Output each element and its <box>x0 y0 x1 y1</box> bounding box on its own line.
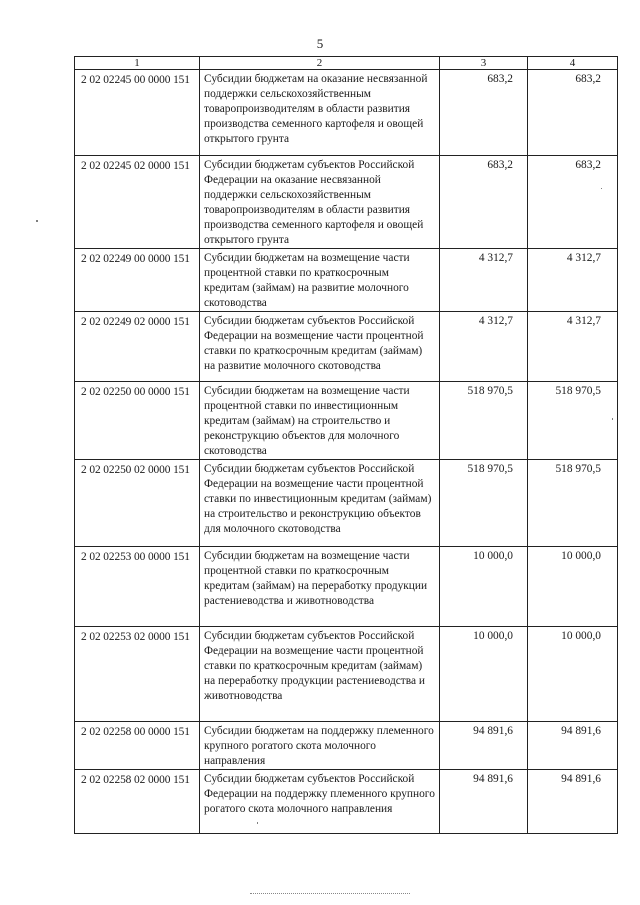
budget-code-cell: 2 02 02250 00 0000 151 <box>75 382 200 460</box>
subsidy-name-cell: Субсидии бюджетам субъектов Российской Федерации на возмещение части процентной ставки по краткосрочным кредитам (займам) на развитие молочного скотоводства <box>200 312 440 382</box>
budget-code-cell: 2 02 02245 02 0000 151 <box>75 156 200 249</box>
subsidy-name-cell: Субсидии бюджетам субъектов Российской Федерации на оказание несвязанной поддержки сельскохозяйственным товаропроизводителям в области развития производства семенного картофеля и овощей открытого грунта <box>200 156 440 249</box>
amount-col4-cell: 94 891,6 <box>528 722 618 770</box>
amount-col3-cell: 4 312,7 <box>440 249 528 312</box>
budget-code-cell: 2 02 02245 00 0000 151 <box>75 70 200 156</box>
amount-col3-cell: 683,2 <box>440 70 528 156</box>
table-row <box>75 547 618 627</box>
budget-code-cell: 2 02 02249 02 0000 151 <box>75 312 200 382</box>
amount-col3-cell: 518 970,5 <box>440 460 528 547</box>
amount-col3-cell: 518 970,5 <box>440 382 528 460</box>
subsidy-name-cell: Субсидии бюджетам на возмещение части процентной ставки по краткосрочным кредитам (займам) на переработку продукции растениеводства и животноводства <box>200 547 440 627</box>
amount-col4-cell: 4 312,7 <box>528 312 618 382</box>
budget-code-cell: 2 02 02249 00 0000 151 <box>75 249 200 312</box>
subsidy-name-cell: Субсидии бюджетам на поддержку племенного крупного рогатого скота молочного направления <box>200 722 440 770</box>
table-row <box>75 722 618 770</box>
table-row <box>75 770 618 834</box>
amount-col4-cell: 4 312,7 <box>528 249 618 312</box>
amount-col4-cell: 518 970,5 <box>528 382 618 460</box>
table-row <box>75 156 618 249</box>
subsidy-name-cell: Субсидии бюджетам субъектов Российской Федерации на возмещение части процентной ставки по краткосрочным кредитам (займам) на переработку продукции растениеводства и животноводства <box>200 627 440 722</box>
subsidy-name-cell: Субсидии бюджетам на возмещение части процентной ставки по краткосрочным кредитам (займам) на развитие молочного скотоводства <box>200 249 440 312</box>
table-row <box>75 382 618 460</box>
amount-col3-cell: 94 891,6 <box>440 722 528 770</box>
amount-col4-cell: 518 970,5 <box>528 460 618 547</box>
amount-col4-cell: 10 000,0 <box>528 627 618 722</box>
amount-col4-cell: 683,2 <box>528 156 618 249</box>
page-number: 5 <box>316 36 324 51</box>
amount-col3-cell: 683,2 <box>440 156 528 249</box>
budget-code-cell: 2 02 02258 00 0000 151 <box>75 722 200 770</box>
table-row <box>75 312 618 382</box>
subsidy-name-cell: Субсидии бюджетам субъектов Российской Федерации на возмещение части процентной ставки по инвестиционным кредитам (займам) на строительство и реконструкцию объектов для молочного скотоводства <box>200 460 440 547</box>
amount-col3-cell: 94 891,6 <box>440 770 528 834</box>
budget-revenue-table <box>74 56 618 834</box>
scan-speck <box>36 220 38 222</box>
scan-edge-marks <box>250 893 410 896</box>
table-row <box>75 627 618 722</box>
amount-col3-cell: 10 000,0 <box>440 547 528 627</box>
column-header-1: 1 <box>75 57 200 70</box>
column-header-3: 3 <box>440 57 528 70</box>
amount-col4-cell: 10 000,0 <box>528 547 618 627</box>
amount-col3-cell: 10 000,0 <box>440 627 528 722</box>
budget-code-cell: 2 02 02253 02 0000 151 <box>75 627 200 722</box>
subsidy-name-cell: Субсидии бюджетам на возмещение части процентной ставки по инвестиционным кредитам (займам) на строительство и реконструкцию объектов для молочного скотоводства <box>200 382 440 460</box>
budget-code-cell: 2 02 02253 00 0000 151 <box>75 547 200 627</box>
budget-code-cell: 2 02 02258 02 0000 151 <box>75 770 200 834</box>
amount-col3-cell: 4 312,7 <box>440 312 528 382</box>
subsidy-name-cell: Субсидии бюджетам субъектов Российской Федерации на поддержку племенного крупного рогатого скота молочного направления <box>200 770 440 834</box>
subsidy-name-cell: Субсидии бюджетам на оказание несвязанной поддержки сельскохозяйственным товаропроизводителям в области развития производства семенного картофеля и овощей открытого грунта <box>200 70 440 156</box>
scan-speck <box>601 188 602 189</box>
table-header-row <box>75 57 618 70</box>
column-header-2: 2 <box>200 57 440 70</box>
table-row <box>75 460 618 547</box>
scan-speck <box>612 418 613 420</box>
scan-speck <box>257 822 258 824</box>
table-row <box>75 249 618 312</box>
table-row <box>75 70 618 156</box>
column-header-4: 4 <box>528 57 618 70</box>
amount-col4-cell: 683,2 <box>528 70 618 156</box>
budget-code-cell: 2 02 02250 02 0000 151 <box>75 460 200 547</box>
amount-col4-cell: 94 891,6 <box>528 770 618 834</box>
